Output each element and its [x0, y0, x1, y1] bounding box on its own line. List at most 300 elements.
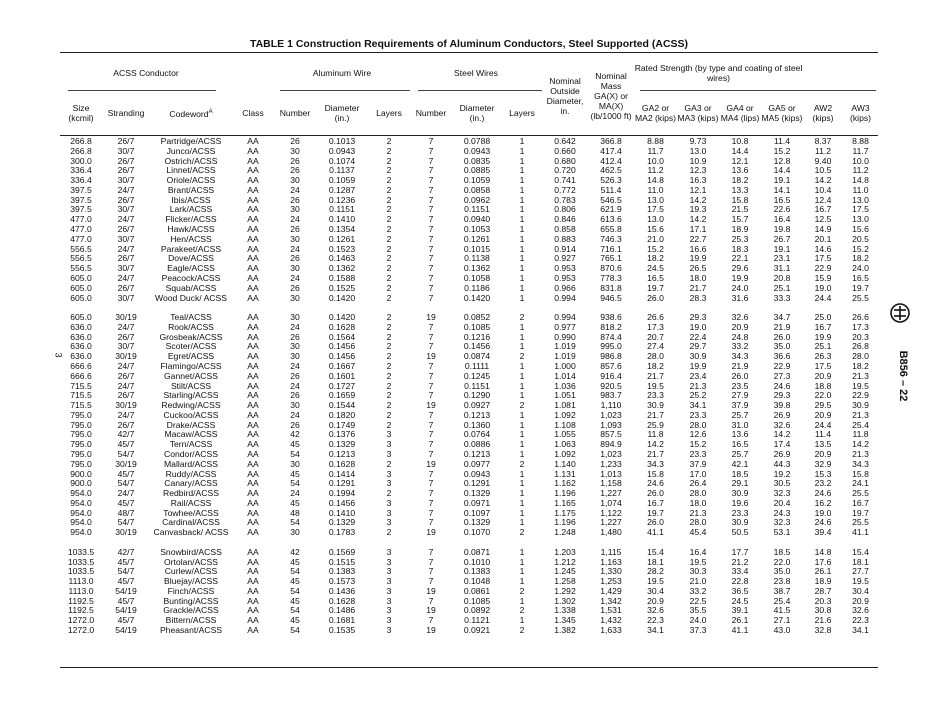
cell-ga2: 18.2 [647, 254, 664, 264]
cell-size: 1192.5 [68, 606, 94, 616]
cell-stranding: 30/7 [117, 234, 135, 244]
table-row [60, 391, 878, 401]
cell-st-diameter: 0.1420 [463, 293, 491, 303]
cell-stranding: 30/19 [115, 401, 137, 411]
cell-aw2: 14.8 [814, 547, 832, 557]
cell-mass: 1,110 [600, 401, 622, 411]
cell-ga4: 21.5 [731, 205, 749, 215]
cell-al-layers: 3 [386, 508, 392, 518]
cell-st-number: 7 [428, 430, 434, 440]
cell-al-number: 26 [290, 283, 300, 293]
cell-codeword: Rail/ACSS [170, 498, 212, 508]
table-row [60, 548, 878, 558]
cell-size: 715.5 [70, 391, 92, 401]
cell-aw2: 32.9 [814, 459, 832, 469]
cell-st-diameter: 0.0892 [463, 606, 491, 616]
cell-ga5: 16.4 [773, 215, 791, 225]
cell-outside-diameter: 0.994 [554, 313, 576, 323]
cell-codeword: Bunting/ACSS [163, 596, 219, 606]
cell-class: AA [247, 557, 259, 567]
header-st-diameter: Diameter (in.) [459, 103, 495, 123]
cell-ga2: 14.8 [647, 176, 664, 186]
header-al-layers: Layers [376, 108, 402, 118]
cell-st-diameter: 0.1097 [463, 508, 491, 518]
cell-aw2: 32.8 [814, 626, 832, 636]
cell-ga4: 50.5 [731, 528, 749, 538]
cell-mass: 1,093 [600, 420, 622, 430]
cell-al-layers: 2 [386, 322, 392, 332]
cell-al-diameter: 0.1569 [328, 547, 356, 557]
rule-rated-group [640, 90, 876, 91]
cell-codeword: Flicker/ACSS [165, 215, 217, 225]
cell-ga4: 34.3 [731, 352, 749, 362]
cell-st-number: 7 [428, 381, 434, 391]
cell-size: 795.0 [70, 420, 92, 430]
cell-ga4: 18.2 [731, 176, 749, 186]
cell-ga3: 18.0 [689, 273, 707, 283]
cell-stranding: 24/7 [117, 381, 135, 391]
cell-al-number: 26 [290, 254, 300, 264]
cell-size: 954.0 [70, 518, 92, 528]
cell-al-number: 48 [290, 508, 300, 518]
cell-ga2: 27.4 [647, 342, 664, 352]
cell-ga5: 26.7 [773, 234, 791, 244]
cell-al-layers: 2 [386, 342, 392, 352]
cell-stranding: 24/7 [117, 361, 135, 371]
cell-ga2: 15.6 [647, 225, 664, 235]
cell-ga4: 41.1 [731, 626, 749, 636]
cell-aw2: 24.6 [814, 489, 832, 499]
cell-ga2: 13.0 [647, 195, 664, 205]
cell-ga2: 26.0 [647, 489, 664, 499]
cell-ga5: 32.3 [773, 489, 791, 499]
cell-stranding: 26/7 [117, 137, 135, 146]
cell-size: 1113.0 [68, 586, 94, 596]
cell-st-diameter: 0.0943 [463, 146, 491, 156]
cell-st-layers: 1 [519, 420, 525, 430]
cell-mass: 412.4 [600, 156, 622, 166]
cell-st-diameter: 0.0921 [463, 626, 491, 636]
cell-al-number: 26 [290, 391, 300, 401]
header-al-diameter: Diameter (in.) [324, 103, 360, 123]
cell-ga3: 29.3 [689, 313, 707, 323]
cell-aw3: 16.7 [852, 498, 869, 508]
cell-size: 1113.0 [68, 577, 94, 587]
cell-stranding: 54/19 [115, 586, 137, 596]
cell-class: AA [247, 254, 259, 264]
cell-stranding: 24/7 [117, 322, 135, 332]
cell-al-diameter: 0.1564 [328, 332, 356, 342]
cell-ga3: 16.3 [689, 176, 707, 186]
cell-al-diameter: 0.1544 [328, 401, 356, 411]
cell-al-number: 30 [290, 342, 300, 352]
cell-class: AA [247, 342, 259, 352]
cell-class: AA [247, 479, 259, 489]
cell-al-layers: 2 [386, 185, 392, 195]
cell-al-number: 45 [290, 498, 300, 508]
cell-size: 636.0 [70, 332, 92, 342]
cell-aw3: 26.6 [852, 313, 869, 323]
cell-al-diameter: 0.1414 [328, 469, 356, 479]
cell-aw3: 30.9 [852, 401, 869, 411]
cell-ga3: 12.1 [689, 185, 707, 195]
cell-size: 666.6 [70, 361, 92, 371]
cell-al-layers: 2 [386, 166, 392, 176]
cell-stranding: 26/7 [117, 420, 135, 430]
cell-ga2: 8.88 [647, 137, 664, 146]
cell-ga5: 35.0 [773, 342, 791, 352]
cell-al-number: 24 [290, 244, 300, 254]
cell-ga3: 28.3 [689, 293, 707, 303]
cell-al-layers: 2 [386, 137, 392, 146]
cell-al-layers: 2 [386, 156, 392, 166]
cell-st-layers: 1 [519, 332, 525, 342]
cell-ga4: 30.9 [731, 489, 749, 499]
cell-al-layers: 3 [386, 518, 392, 528]
cell-ga2: 26.6 [647, 313, 664, 323]
cell-ga2: 24.5 [647, 264, 664, 274]
cell-size: 954.0 [70, 508, 92, 518]
cell-al-number: 24 [290, 185, 300, 195]
cell-aw3: 15.4 [852, 547, 869, 557]
cell-ga3: 21.0 [689, 577, 707, 587]
cell-al-number: 30 [290, 528, 300, 538]
table-row [60, 137, 878, 147]
cell-aw2: 16.7 [814, 322, 832, 332]
table-row [60, 176, 878, 186]
cell-codeword: Junco/ACSS [166, 146, 216, 156]
cell-stranding: 30/7 [117, 293, 135, 303]
cell-ga3: 23.3 [689, 410, 707, 420]
cell-ga2: 22.3 [647, 616, 664, 626]
cell-st-layers: 1 [519, 371, 525, 381]
cell-aw3: 22.3 [852, 616, 869, 626]
cell-ga3: 12.6 [689, 430, 707, 440]
cell-ga2: 17.5 [647, 205, 664, 215]
cell-stranding: 30/19 [115, 459, 137, 469]
cell-size: 477.0 [70, 215, 92, 225]
cell-outside-diameter: 1.302 [554, 596, 576, 606]
cell-outside-diameter: 0.994 [554, 293, 576, 303]
cell-al-number: 24 [290, 489, 300, 499]
cell-mass: 874.4 [600, 332, 622, 342]
cell-mass: 857.6 [600, 361, 622, 371]
cell-aw3: 19.7 [852, 508, 869, 518]
cell-al-diameter: 0.1535 [328, 626, 356, 636]
cell-class: AA [247, 626, 259, 636]
cell-st-number: 7 [428, 518, 434, 528]
cell-st-layers: 1 [519, 254, 525, 264]
cell-ga2: 21.0 [647, 234, 664, 244]
group-steel-wires: Steel Wires [454, 68, 498, 78]
cell-size: 605.0 [70, 273, 92, 283]
table-row [60, 333, 878, 343]
cell-st-diameter: 0.0940 [463, 215, 491, 225]
cell-codeword: Partridge/ACSS [160, 137, 222, 146]
table-row [60, 264, 878, 274]
cell-st-layers: 1 [519, 577, 525, 587]
cell-size: 954.0 [70, 498, 92, 508]
cell-outside-diameter: 1.131 [554, 469, 576, 479]
cell-al-number: 45 [290, 469, 300, 479]
cell-ga2: 19.5 [647, 381, 664, 391]
cell-size: 477.0 [70, 225, 92, 235]
table-title: TABLE 1 Construction Requirements of Aluminum Conductors, Steel Supported (ACSS) [249, 38, 689, 50]
cell-stranding: 24/7 [117, 410, 135, 420]
cell-ga5: 53.1 [773, 528, 791, 538]
cell-st-number: 7 [428, 342, 434, 352]
cell-ga5: 29.3 [773, 391, 791, 401]
cell-ga3: 30.9 [689, 352, 707, 362]
cell-ga3: 23.4 [689, 371, 707, 381]
cell-st-number: 19 [426, 528, 436, 538]
cell-ga5: 23.8 [773, 577, 791, 587]
cell-aw3: 34.3 [852, 459, 869, 469]
cell-outside-diameter: 1.092 [554, 410, 576, 420]
cell-al-diameter: 0.1628 [328, 459, 356, 469]
cell-st-diameter: 0.0861 [463, 586, 491, 596]
cell-class: AA [247, 215, 259, 225]
cell-ga3: 16.6 [689, 244, 707, 254]
cell-aw2: 19.9 [814, 332, 832, 342]
cell-codeword: Linnet/ACSS [166, 166, 216, 176]
cell-ga2: 28.2 [647, 567, 664, 577]
cell-st-number: 7 [428, 244, 434, 254]
cell-ga5: 11.4 [773, 137, 791, 146]
cell-stranding: 30/7 [117, 146, 135, 156]
cell-ga2: 20.9 [647, 596, 664, 606]
cell-outside-diameter: 1.175 [554, 508, 576, 518]
table-row [60, 225, 878, 235]
cell-st-number: 7 [428, 391, 434, 401]
cell-ga4: 26.0 [731, 371, 749, 381]
cell-class: AA [247, 616, 259, 626]
cell-ga3: 10.9 [689, 156, 707, 166]
cell-outside-diameter: 0.977 [554, 322, 576, 332]
cell-st-layers: 1 [519, 234, 525, 244]
cell-mass: 1,253 [600, 577, 622, 587]
cell-st-number: 7 [428, 479, 434, 489]
cell-stranding: 54/7 [117, 567, 135, 577]
cell-st-diameter: 0.0977 [463, 459, 491, 469]
cell-ga3: 17.1 [689, 225, 707, 235]
cell-st-number: 7 [428, 137, 434, 146]
cell-aw2: 25.0 [814, 313, 832, 323]
cell-stranding: 30/19 [115, 528, 137, 538]
cell-stranding: 24/7 [117, 489, 135, 499]
cell-ga4: 13.3 [731, 185, 749, 195]
cell-al-diameter: 0.1681 [328, 616, 356, 626]
cell-st-layers: 1 [519, 498, 525, 508]
rule-aluminum-group [280, 90, 410, 91]
cell-al-layers: 2 [386, 391, 392, 401]
cell-aw2: 19.0 [814, 508, 832, 518]
table-row [60, 606, 878, 616]
cell-outside-diameter: 0.741 [554, 176, 576, 186]
cell-al-diameter: 0.1151 [329, 205, 355, 215]
cell-ga2: 20.7 [647, 332, 664, 342]
cell-al-layers: 2 [386, 420, 392, 430]
table-row [60, 205, 878, 215]
cell-st-layers: 1 [519, 166, 525, 176]
cell-ga5: 22.6 [773, 205, 791, 215]
cell-al-number: 45 [290, 557, 300, 567]
header-aw2: AW2 (kips) [812, 103, 834, 123]
cell-aw3: 14.8 [852, 176, 869, 186]
cell-aw3: 11.0 [852, 185, 869, 195]
cell-al-number: 24 [290, 273, 300, 283]
cell-class: AA [247, 137, 259, 146]
cell-st-number: 7 [428, 440, 434, 450]
table-row [60, 499, 878, 509]
cell-st-number: 7 [428, 361, 434, 371]
cell-ga4: 13.6 [731, 166, 749, 176]
cell-st-number: 7 [428, 469, 434, 479]
cell-al-layers: 2 [386, 195, 392, 205]
cell-outside-diameter: 1.019 [554, 352, 576, 362]
cell-st-number: 7 [428, 225, 434, 235]
cell-outside-diameter: 1.258 [554, 577, 576, 587]
cell-codeword: Ibis/ACSS [171, 195, 211, 205]
cell-st-layers: 1 [519, 469, 525, 479]
cell-class: AA [247, 401, 259, 411]
cell-outside-diameter: 1.382 [554, 626, 576, 636]
cell-aw2: 29.5 [814, 401, 832, 411]
cell-st-diameter: 0.1456 [463, 342, 491, 352]
cell-ga3: 18.0 [689, 498, 707, 508]
cell-codeword: Hen/ACSS [170, 234, 212, 244]
cell-ga4: 15.7 [731, 215, 749, 225]
cell-stranding: 30/7 [117, 264, 135, 274]
cell-stranding: 30/7 [117, 342, 135, 352]
cell-st-diameter: 0.1138 [464, 254, 490, 264]
cell-outside-diameter: 1.196 [554, 518, 576, 528]
cell-aw3: 18.1 [852, 557, 869, 567]
cell-al-layers: 3 [386, 586, 392, 596]
cell-al-layers: 3 [386, 596, 392, 606]
cell-stranding: 26/7 [117, 166, 135, 176]
cell-aw3: 18.2 [852, 361, 869, 371]
cell-size: 795.0 [70, 459, 92, 469]
cell-size: 397.5 [70, 205, 92, 215]
cell-size: 954.0 [70, 489, 92, 499]
cell-aw3: 20.5 [852, 234, 869, 244]
cell-ga2: 17.3 [647, 322, 664, 332]
cell-ga2: 21.7 [647, 449, 664, 459]
cell-class: AA [247, 361, 259, 371]
cell-aw3: 34.1 [852, 626, 869, 636]
cell-aw2: 8.37 [814, 137, 832, 146]
cell-mass: 1,013 [600, 469, 622, 479]
cell-ga4: 12.1 [731, 156, 749, 166]
cell-ga3: 34.1 [689, 401, 707, 411]
cell-codeword: Drake/ACSS [166, 420, 216, 430]
table-row [60, 294, 878, 314]
cell-al-number: 26 [290, 195, 300, 205]
cell-size: 1033.5 [67, 557, 95, 567]
cell-al-number: 54 [290, 606, 300, 616]
cell-codeword: Cardinal/ACSS [162, 518, 220, 528]
cell-al-layers: 2 [386, 313, 392, 323]
cell-aw2: 19.0 [814, 283, 832, 293]
cell-ga2: 21.7 [647, 371, 664, 381]
header-ga4: GA4 or MA4 (lips) [720, 103, 760, 123]
cell-class: AA [247, 567, 259, 577]
cell-stranding: 45/7 [117, 616, 135, 626]
cell-ga3: 26.5 [689, 264, 707, 274]
cell-outside-diameter: 1.196 [554, 489, 576, 499]
cell-class: AA [247, 459, 259, 469]
cell-ga3: 19.9 [689, 254, 707, 264]
cell-st-diameter: 0.1213 [463, 410, 491, 420]
header-st-layers: Layers [509, 108, 535, 118]
cell-outside-diameter: 0.720 [554, 166, 576, 176]
cell-aw2: 28.7 [814, 586, 832, 596]
cell-al-diameter: 0.1261 [328, 234, 356, 244]
cell-al-layers: 3 [386, 606, 392, 616]
cell-size: 715.5 [70, 381, 92, 391]
cell-ga2: 25.9 [647, 420, 664, 430]
cell-st-number: 7 [428, 508, 434, 518]
cell-st-diameter: 0.0858 [463, 185, 491, 195]
table-row [60, 577, 878, 587]
cell-al-number: 45 [290, 440, 300, 450]
cell-mass: 1,122 [600, 508, 622, 518]
cell-al-diameter: 0.1329 [328, 440, 356, 450]
cell-aw2: 14.2 [814, 176, 832, 186]
cell-st-diameter: 0.0943 [463, 469, 491, 479]
table-row [60, 372, 878, 382]
cell-codeword: Condor/ACSS [164, 449, 218, 459]
table-row [60, 323, 878, 333]
cell-st-diameter: 0.1291 [463, 479, 491, 489]
cell-codeword: Pheasant/ACSS [159, 626, 223, 636]
table-row [60, 362, 878, 372]
cell-mass: 546.5 [600, 195, 622, 205]
cell-st-layers: 1 [519, 342, 525, 352]
cell-mass: 526.3 [600, 176, 622, 186]
cell-outside-diameter: 0.858 [554, 225, 576, 235]
cell-st-layers: 1 [519, 244, 525, 254]
cell-mass: 831.8 [600, 283, 622, 293]
cell-al-number: 30 [290, 234, 300, 244]
cell-size: 605.0 [70, 283, 92, 293]
cell-al-number: 26 [290, 156, 300, 166]
cell-ga4: 23.5 [731, 381, 749, 391]
cell-st-number: 7 [428, 498, 434, 508]
cell-st-diameter: 0.1216 [463, 332, 491, 342]
cell-st-layers: 1 [519, 146, 525, 156]
cell-st-diameter: 0.1261 [463, 234, 491, 244]
group-rated-strength: Rated Strength (by type and coating of steel wires) [634, 63, 803, 83]
table-row [60, 215, 878, 225]
cell-class: AA [247, 293, 259, 303]
cell-al-diameter: 0.1236 [328, 195, 356, 205]
table-row [60, 313, 878, 323]
cell-ga4: 18.9 [731, 225, 749, 235]
cell-st-number: 19 [426, 586, 436, 596]
cell-aw3: 25.4 [852, 420, 869, 430]
cell-al-diameter: 0.1749 [328, 420, 356, 430]
cell-class: AA [247, 449, 259, 459]
cell-st-diameter: 0.1329 [463, 518, 491, 528]
cell-al-diameter: 0.1573 [328, 577, 356, 587]
cell-stranding: 26/7 [117, 283, 135, 293]
cell-al-number: 45 [290, 616, 300, 626]
cell-st-diameter: 0.0971 [463, 498, 491, 508]
cell-al-diameter: 0.1383 [328, 567, 356, 577]
cell-mass: 1,023 [600, 410, 622, 420]
